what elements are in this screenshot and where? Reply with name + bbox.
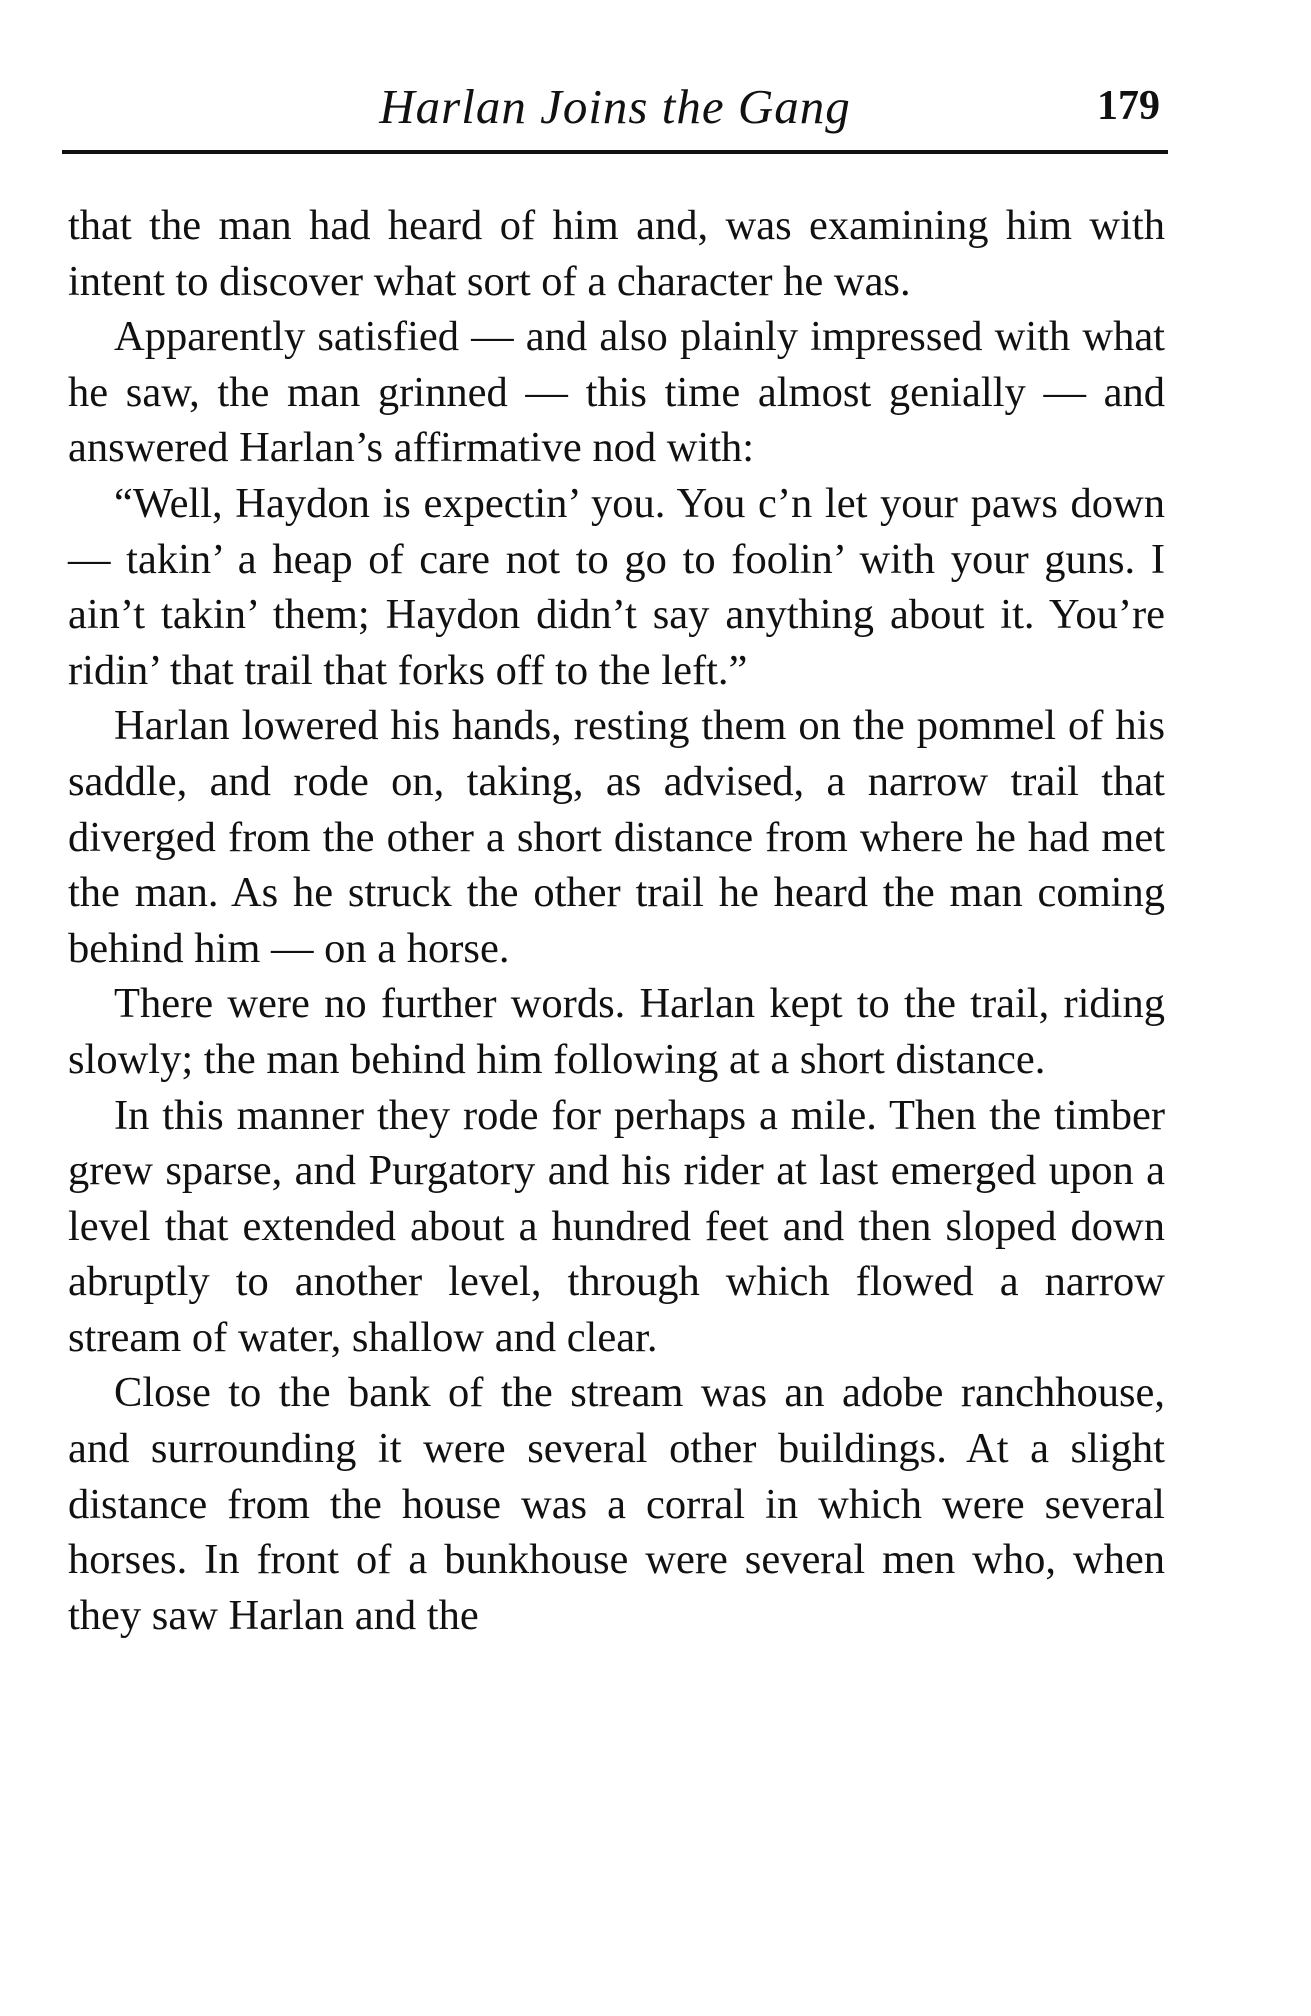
paragraph: In this manner they rode for perhaps a mile. Then the timber grew sparse, and Purgatory and his rider at last emerged upon a level that extended about a hundred feet and then sloped down abruptly to another level, through which flowed a narrow stream of water, shallow and clear.: [68, 1091, 1165, 1361]
paragraph: There were no further words. Harlan kept to the trail, riding slowly; the man behind him following at a short distance.: [68, 980, 1165, 1083]
paragraph: Close to the bank of the stream was an adobe ranchhouse, and surrounding it were several other buildings. At a slight distance from the house was a corral in which were several horses. In front of a bunkhouse were several men who, when they saw Harlan and the: [68, 1369, 1165, 1639]
page-header: [62, 70, 1168, 140]
paragraph: that the man had heard of him and, was examining him with intent to discover what sort of a character he was.: [68, 202, 1165, 305]
header-rule: [62, 150, 1168, 154]
paragraph: Apparently satisfied — and also plainly impressed with what he saw, the man grinned — this time almost genially — and answered Harlan’s affirmative nod with:: [68, 313, 1165, 472]
running-title: Harlan Joins the Gang: [379, 79, 851, 134]
page-number: 179: [1097, 83, 1160, 129]
paragraph: “Well, Haydon is expectin’ you. You c’n let your paws down — takin’ a heap of care not to go to foolin’ with your guns. I ain’t takin’ them; Haydon didn’t say anything about it. You’re ridin’ that trail that forks off to the left.”: [68, 479, 1165, 694]
body-text: [68, 198, 1165, 1643]
paragraph: Harlan lowered his hands, resting them on the pommel of his saddle, and rode on, taking, as advised, a narrow trail that diverged from the other a short distance from where he had met the man. As he struck the other trail he heard the man coming behind him — on a horse.: [68, 702, 1165, 972]
